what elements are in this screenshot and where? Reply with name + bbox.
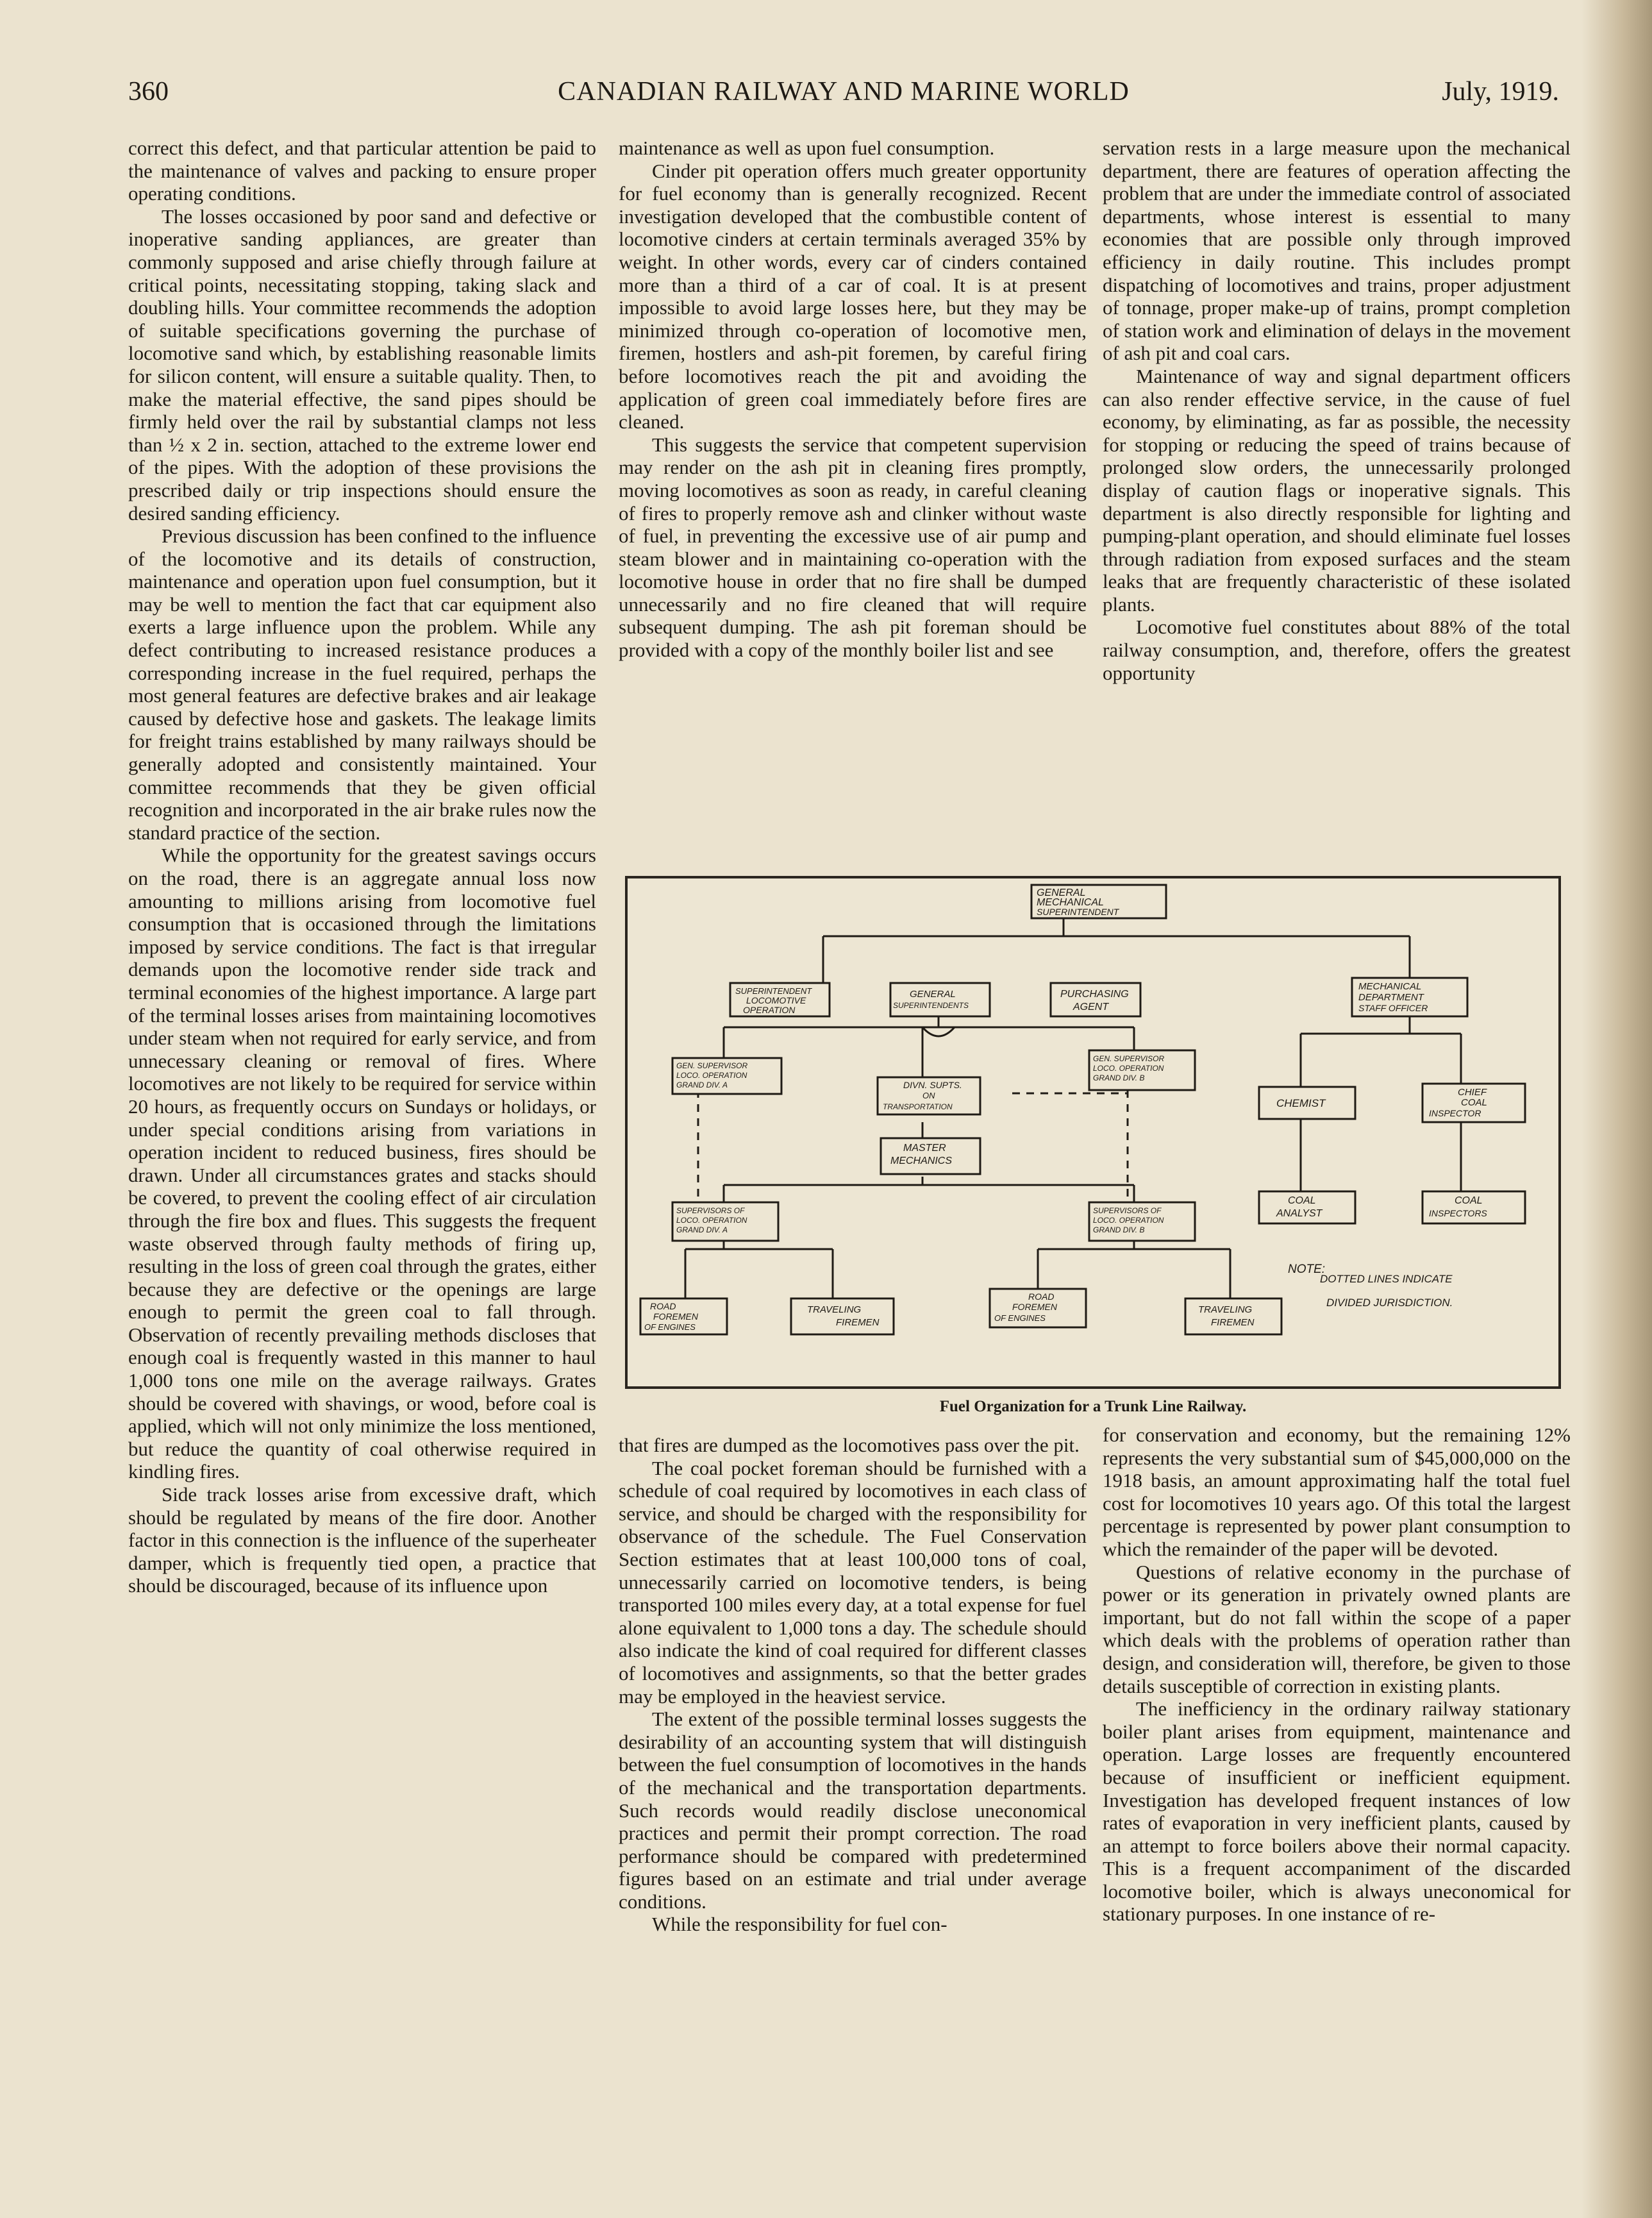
paragraph: Previous discussion has been confined to the influence of the locomotive and its details of construction, maintenance and operation upon fuel consumption, but it may be well to mention the fact that car equipment also exerts a large influence upon the problem. While any defect contributing to increased resistance produces a corresponding increase in the fuel required, perhaps the most general features are defective brakes and air leakage caused by defective hose and gaskets. The leakage limits for freight trains established by many railways should be generally adopted and consistently maintained. Your committee recommends that they be given official recognition and incorporated in the air brake rules now the standard practice of the section. [128,525,596,844]
chart-label: COAL [1461,1097,1487,1108]
org-chart-diagram [628,878,1558,1386]
page-edge-shadow [1581,0,1652,2218]
chart-label: PURCHASING [1060,989,1129,1000]
chart-label: TRAVELING [1198,1304,1253,1315]
chart-label: MECHANICAL [1037,897,1104,908]
chart-label: LOCOMOTIVE [746,995,806,1005]
chart-label: GENERAL [910,989,956,1000]
chart-label: MASTER [903,1143,946,1154]
paragraph: that fires are dumped as the locomotives pass over the pit. [619,1434,1080,1456]
chart-label: GRAND DIV. B [1093,1225,1145,1234]
chart-label: INSPECTOR [1429,1108,1481,1118]
paragraph: correct this defect, and that particular attention be paid to the maintenance of valves and packing to ensure proper operating conditions. [128,137,596,205]
chart-label: DIVN. SUPTS. [903,1080,962,1090]
chart-label: ON [922,1091,935,1100]
chart-label: ROAD [1028,1291,1055,1302]
chart-label: CHEMIST [1276,1097,1326,1109]
chart-label: GEN. SUPERVISOR [676,1061,748,1070]
paragraph: Questions of relative economy in the purchase of power or its generation in privately owned plants are important, but do not fall within the scope of a paper which deals with the problems of operation rather than design, and consideration will, therefore, be given to those details susceptible of correction in existing plants. [1103,1560,1571,1697]
column-2-top [619,137,1087,662]
chart-label: GEN. SUPERVISOR [1093,1054,1165,1063]
paragraph: Side track losses arise from excessive draft, which should be regulated by means of the fire door. Another factor in this connection is the influence of the superheater damper, which is frequently tied open, a practice that should be discouraged, because of its influence upon [128,1483,596,1597]
paragraph: Maintenance of way and signal department officers can also render effective service, in the cause of fuel economy, by eliminating, as far as possible, the necessity for stopping or reducing the speed of trains because of prolonged slow orders, the unnecessarily prolonged display of caution flags or inoperative signals. This department is also directly responsible for lighting and pumping-plant operation, and should eliminate fuel losses through radiation from exposed surfaces and the steam leaks that are frequently characteristic of these isolated plants. [1103,364,1571,616]
chart-label: FIREMEN [836,1317,880,1328]
chart-label: GRAND DIV. B [1093,1073,1145,1082]
figure-caption: Fuel Organization for a Trunk Line Railway. [939,1398,1247,1415]
chart-note: DIVIDED JURISDICTION. [1326,1297,1453,1309]
chart-note: NOTE: [1288,1263,1326,1276]
paragraph: The losses occasioned by poor sand and defective or inoperative sanding appliances, are greater than commonly supposed and arise chiefly through failure at critical points, necessitating stopping, taking slack and doubling hills. Your committee recommends the adoption of suitable specifications governing the purchase of locomotive sand which, by establishing reasonable limits for silicon content, will ensure a suitable quality. Then, to make the material effective, the sand pipes should be firmly held over the rail by substantial clamps not less than ½ x 2 in. section, attached to the extreme lower end of the pipes. With the adoption of these provisions the prescribed daily or trip inspections should ensure the desired sanding efficiency. [128,205,596,525]
chart-label: FIREMEN [1211,1317,1255,1328]
chart-label: LOCO. OPERATION [1093,1216,1164,1225]
chart-label: GRAND DIV. A [676,1080,728,1089]
chart-label: TRAVELING [807,1304,862,1315]
chart-label: AGENT [1073,1002,1109,1012]
column-2-bottom [619,1434,1087,1936]
chart-label: COAL [1455,1195,1483,1206]
paragraph: The extent of the possible terminal losses suggests the desirability of an accounting system that will distinguish between the fuel consumption of locomotives in the hands of the mechanical and the transportation departments. Such records would readily disclose uneconomical practices and permit their prompt correction. The road performance should be compared with predetermined figures based on an estimate and trial under average conditions. [619,1708,1087,1913]
paragraph: Cinder pit operation offers much greater opportunity for fuel economy than is generally recognized. Recent investigation developed that the combustible content of locomotive cinders at certain terminals averaged 35% by weight. In other words, every car of cinders contained more than a third of a car of coal. It is at present impossible to avoid large losses here, but they may be minimized through co-operation of locomotive men, firemen, hostlers and ash-pit foremen, by careful firing before locomotives reach the pit and avoiding the application of green coal immediately before fires are cleaned. [619,159,1087,433]
column-3-top [1103,137,1571,684]
chart-label: SUPERVISORS OF [1093,1206,1162,1215]
page-number: 360 [128,77,169,106]
chart-label: OPERATION [743,1005,796,1015]
column-3-bottom [1103,1424,1571,1926]
org-chart-figure [625,876,1561,1389]
chart-labels [644,887,1487,1332]
chart-label: FOREMEN [1012,1302,1057,1312]
chart-label: MECHANICAL [1358,981,1422,992]
paragraph: While the opportunity for the greatest savings occurs on the road, there is an aggregate annual loss now amounting to millions arising from locomotive fuel consumption that is occasioned through the limitations imposed by service conditions. The fact is that irregular demands upon the locomotive render side track and terminal economies of the highest importance. A large part of the terminal losses arises from maintaining locomotives under steam when not required for early service, and from unnecessary cleaning or removal of fires. Where locomotives are not likely to be required for service within 20 hours, as frequently occurs on Sundays or holidays, or under special conditions arising from variations in operation incident to reduced business, fires should be drawn. Under all circumstances grates and stacks should be covered, to prevent the cooling effect of air circulation through the fire box and flues. This suggests the frequent waste observed through faulty methods of firing up, resulting in the loss of green coal through the grates, either because they are defective or the openings are large enough to permit the green coal to fall through. Observation of recently prevailing methods discloses that enough coal is frequently wasted in this manner to haul 1,000 tons one mile on the average railways. Grates should be covered with shavings, or wood, before coal is applied, which will not only minimize the loss mentioned, but reduce the quantity of coal otherwise required in kindling fires. [128,844,596,1483]
paragraph: While the responsibility for fuel con- [652,1913,947,1936]
column-1 [128,137,596,1597]
chart-label: SUPERINTENDENT [1037,907,1119,917]
chart-label: MECHANICS [890,1155,953,1166]
chart-label: SUPERINTENDENTS [893,1001,969,1010]
chart-label: ANALYST [1276,1208,1322,1219]
chart-label: GENERAL [1037,887,1086,898]
box-general-superintendents [890,983,990,1016]
chart-label: DEPARTMENT [1358,992,1424,1003]
chart-label: STAFF OFFICER [1358,1003,1428,1013]
paragraph: maintenance as well as upon fuel consumption. [619,137,995,159]
page-header [128,76,1559,121]
paragraph: This suggests the service that competent supervision may render on the ash pit in cleaning fires promptly, moving locomotives as soon as ready, in careful cleaning of fires to properly remove ash and clinker without waste of fuel, in preventing the excessive use of air pump and steam blower and in maintaining co-operation with the locomotive house in order that no fire shall be dumped unnecessarily and no fire cleaned that will require subsequent dumping. The ash pit foreman should be provided with a copy of the monthly boiler list and see [619,433,1087,662]
publication-title: CANADIAN RAILWAY AND MARINE WORLD [558,77,1130,106]
paragraph: for conservation and economy, but the remaining 12% represents the very substantial sum of $45,000,000 on the 1918 basis, an amount approximating half the total fuel cost for locomotives 10 years ago. Of this total the largest percentage is represented by power plant consumption to which the remainder of the paper will be devoted. [1103,1424,1571,1560]
chart-label: OF ENGINES [994,1313,1046,1323]
paragraph: servation rests in a large measure upon the mechanical department, there are features of operation affecting the problem that are under the immediate control of associated departments, whose interest is essential to many economies that are possible only through improved efficiency in daily routine. This includes prompt dispatching of locomotives and trains, proper adjustment of tonnage, proper make-up of trains, prompt completion of station work and elimination of delays in the movement of ash pit and coal cars. [1103,137,1571,365]
chart-label: LOCO. OPERATION [1093,1064,1164,1073]
chart-label: OF ENGINES [644,1322,696,1332]
chart-label: GRAND DIV. A [676,1225,728,1234]
chart-label: SUPERVISORS OF [676,1206,745,1215]
paragraph: The coal pocket foreman should be furnished with a schedule of coal required by locomotives in each class of service, and should be charged with the responsibility for observance of the schedule. The Fuel Conservation Section estimates that at least 100,000 tons of coal, unnecessarily carried on locomotive tenders, is being transported 100 miles every day, at a total expense for fuel alone equivalent to 1,000 tons a day. The schedule should also indicate the kind of coal required for different classes of locomotives and assignments, so that the better grades may be employed in the heaviest service. [619,1456,1087,1708]
chart-label: FOREMEN [653,1311,698,1322]
chart-label: SUPERINTENDENT [735,986,812,996]
chart-label: TRANSPORTATION [883,1102,953,1111]
chart-label: INSPECTORS [1429,1208,1487,1218]
paragraph: Locomotive fuel constitutes about 88% of the total railway consumption, and, therefore, offers the greatest opportunity [1103,616,1571,684]
paragraph: The inefficiency in the ordinary railway stationary boiler plant arises from equipment, maintenance and operation. Large losses are frequently encountered because of insufficient or inefficient equipment. Investigation has developed frequent instances of low rates of evaporation in very inefficient plants, caused by an attempt to force boilers above their normal capacity. This is a frequent accompaniment of the discarded locomotive boiler, which is always uneconomical for stationary purposes. In one instance of re- [1103,1697,1571,1926]
chart-note: DOTTED LINES INDICATE [1320,1273,1453,1285]
chart-label: LOCO. OPERATION [676,1216,747,1225]
chart-label: COAL [1288,1195,1316,1206]
chart-boxes [640,885,1525,1334]
issue-date: July, 1919. [1442,77,1559,106]
chart-label: LOCO. OPERATION [676,1071,747,1080]
chart-label: CHIEF [1458,1087,1487,1098]
chart-label: ROAD [650,1301,676,1311]
